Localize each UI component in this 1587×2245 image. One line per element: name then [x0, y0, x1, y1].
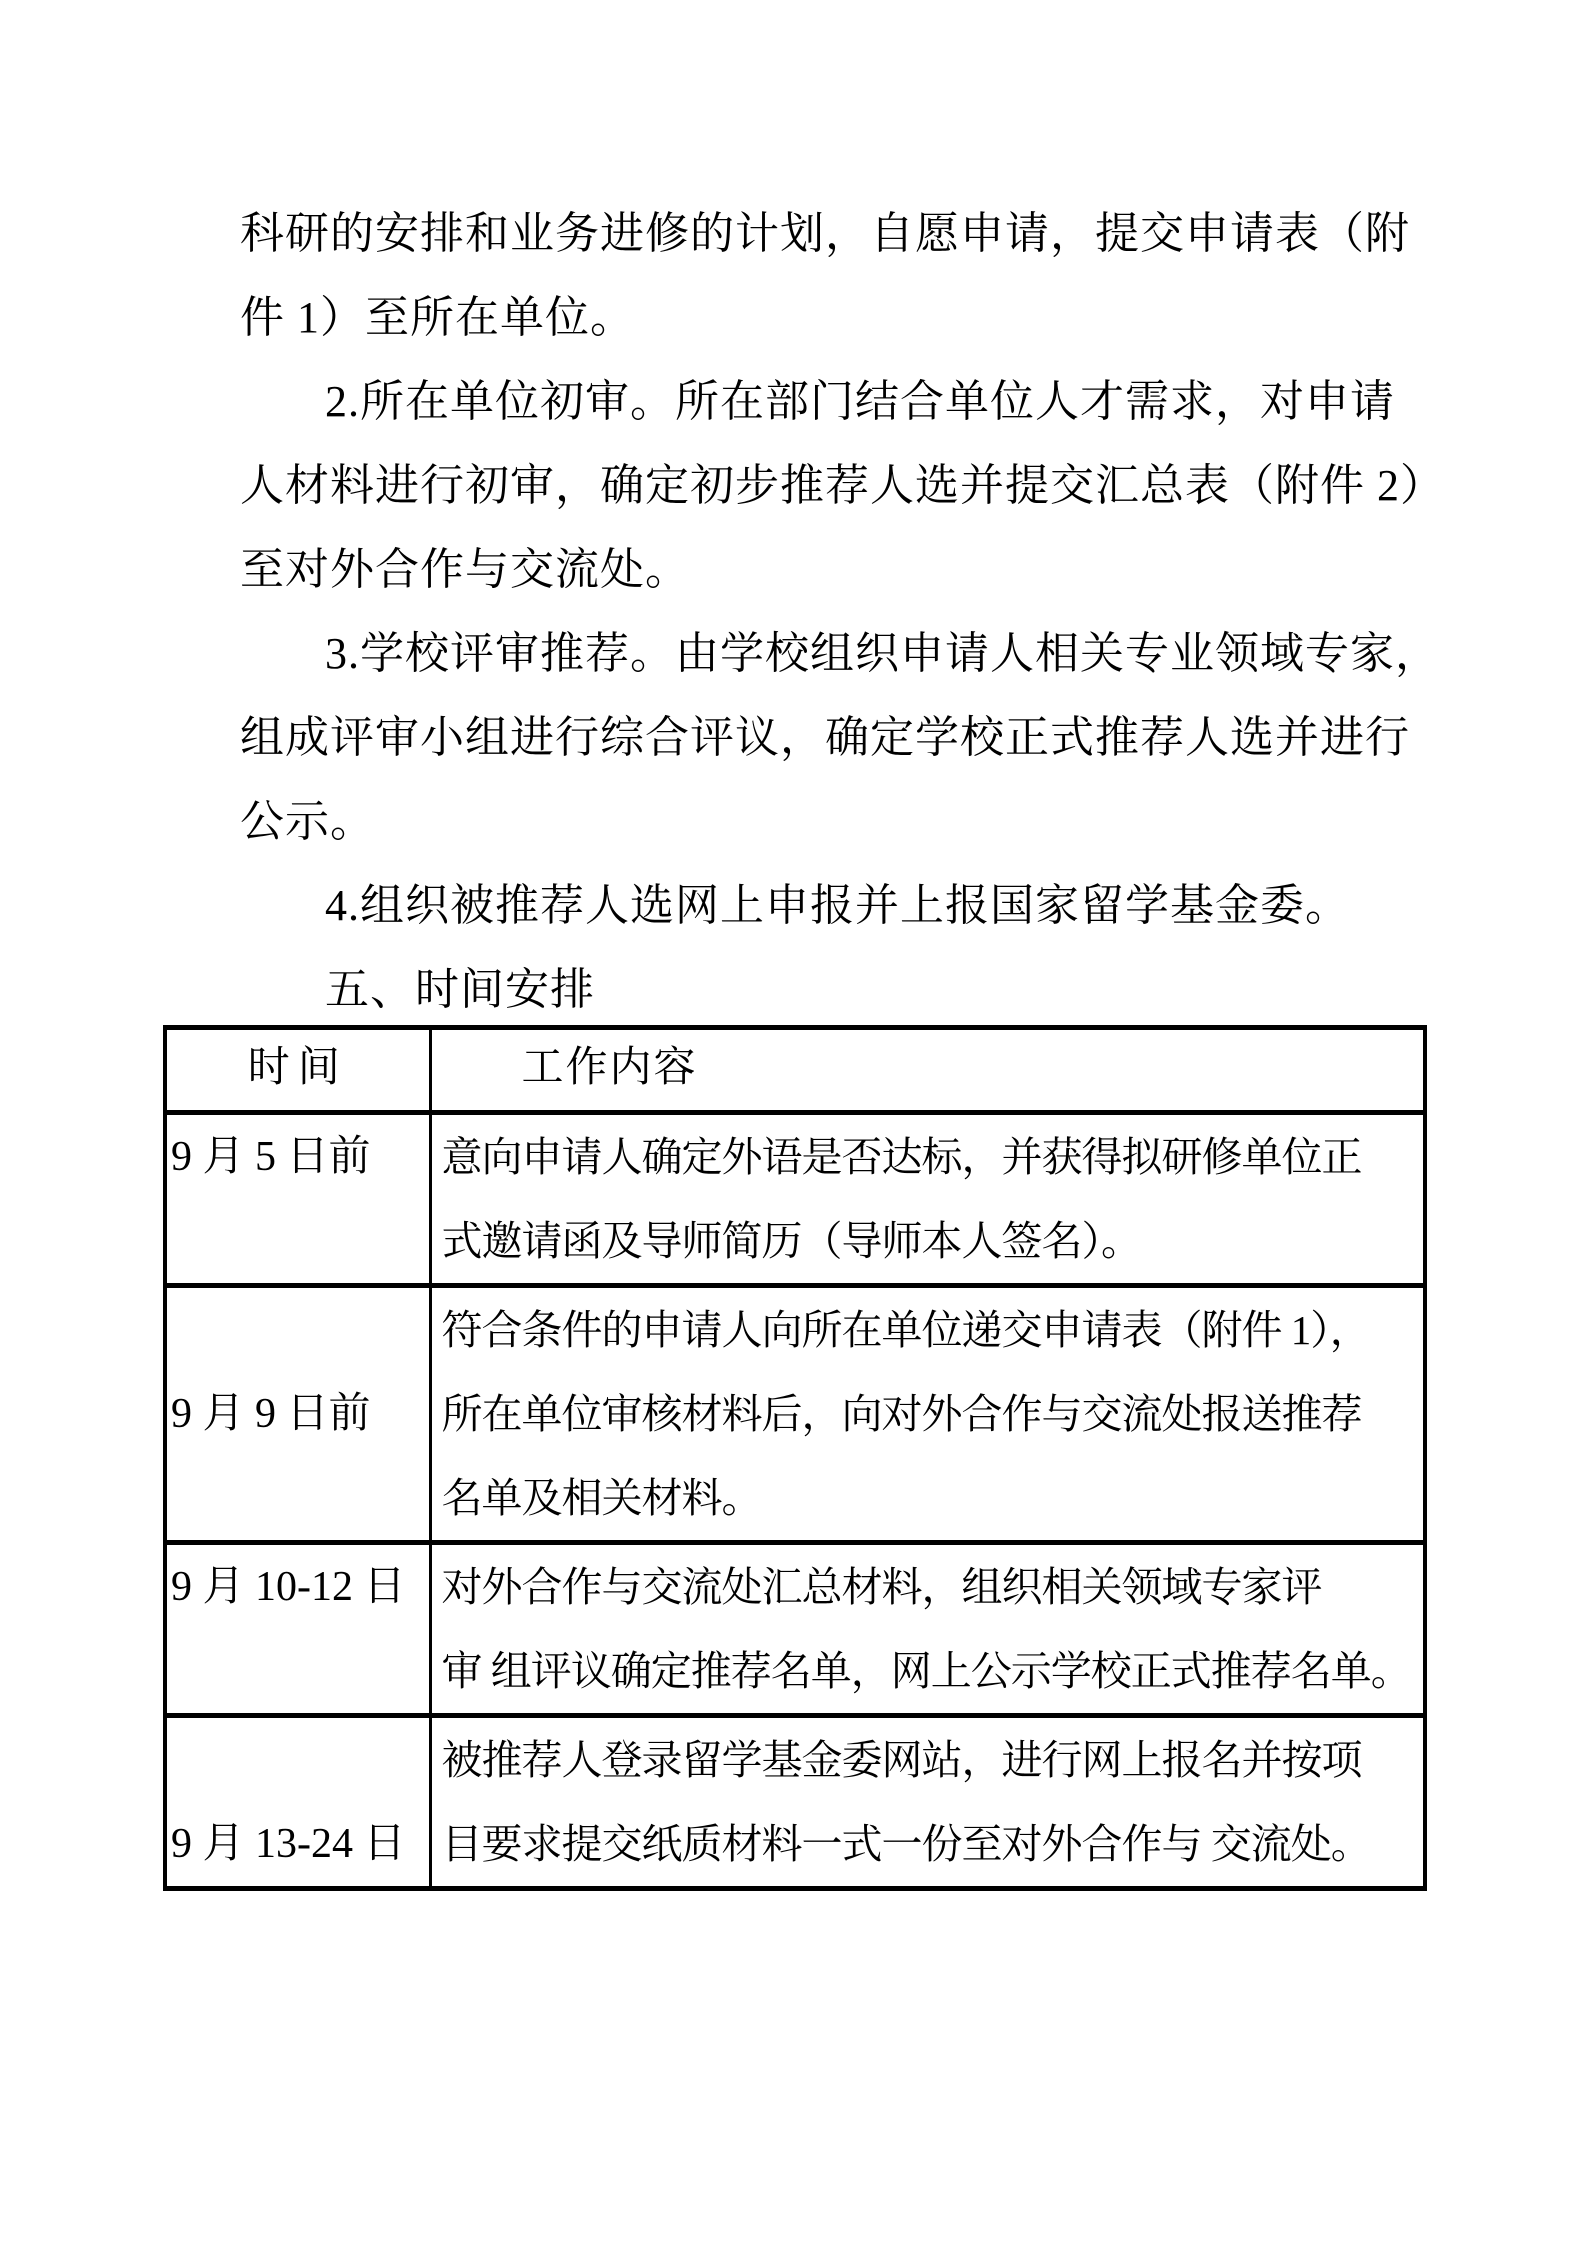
body-text-block: [0, 192, 1587, 1032]
paragraph-line: 组成评审小组进行综合评议，确定学校正式推荐人选并进行: [240, 713, 1410, 762]
table-row: [165, 1286, 1425, 1543]
header-cell-content: 工作内容: [430, 1028, 1425, 1113]
table-header-row: [165, 1028, 1425, 1113]
content-line: 符合条件的申请人向所在单位递交申请表（附件 1），: [441, 1307, 1370, 1353]
content-line: 式邀请函及导师简历（导师本人签名）。: [441, 1218, 1141, 1264]
paragraph-line: 科研的安排和业务进修的计划，自愿申请，提交申请表（附: [240, 209, 1410, 258]
section-heading: 五、时间安排: [325, 965, 595, 1014]
time-cell: 9 月 13-24 日: [165, 1716, 430, 1889]
paragraph-line: 3.学校评审推荐。由学校组织申请人相关专业领域专家，: [325, 629, 1440, 678]
content-line: 对外合作与交流处汇总材料，组织相关领域专家评: [441, 1564, 1322, 1610]
content-line: 所在单位审核材料后，向对外合作与交流处报送推荐: [441, 1391, 1362, 1437]
content-line: 目要求提交纸质材料一式一份至对外合作与 交流处。: [441, 1821, 1371, 1867]
header-cell-time: 时间: [165, 1028, 430, 1113]
table-row: [165, 1543, 1425, 1716]
paragraph-line: 4.组织被推荐人选网上申报并上报国家留学基金委。: [325, 881, 1350, 930]
content-cell: [430, 1286, 1425, 1543]
time-cell: 9 月 10-12 日: [165, 1543, 430, 1716]
content-cell: [430, 1113, 1425, 1286]
schedule-table: [163, 1025, 1427, 1891]
time-cell: 9 月 9 日前: [165, 1286, 430, 1543]
paragraph-line: 公示。: [240, 797, 375, 846]
time-cell: 9 月 5 日前: [165, 1113, 430, 1286]
content-cell: [430, 1716, 1425, 1889]
paragraph-line: 至对外合作与交流处。: [240, 545, 690, 594]
table-row: [165, 1716, 1425, 1889]
content-line: 被推荐人登录留学基金委网站，进行网上报名并按项: [441, 1737, 1362, 1783]
content-line: 名单及相关材料。: [441, 1475, 762, 1521]
table-row: [165, 1113, 1425, 1286]
content-cell: [430, 1543, 1425, 1716]
paragraph-line: 件 1）至所在单位。: [240, 293, 635, 342]
paragraph-line: 人材料进行初审，确定初步推荐人选并提交汇总表（附件 2）: [240, 461, 1445, 510]
content-line: 审 组评议确定推荐名单，网上公示学校正式推荐名单。: [441, 1648, 1411, 1694]
paragraph-line: 2.所在单位初审。所在部门结合单位人才需求，对申请: [325, 377, 1395, 426]
content-line: 意向申请人确定外语是否达标，并获得拟研修单位正: [441, 1134, 1362, 1180]
